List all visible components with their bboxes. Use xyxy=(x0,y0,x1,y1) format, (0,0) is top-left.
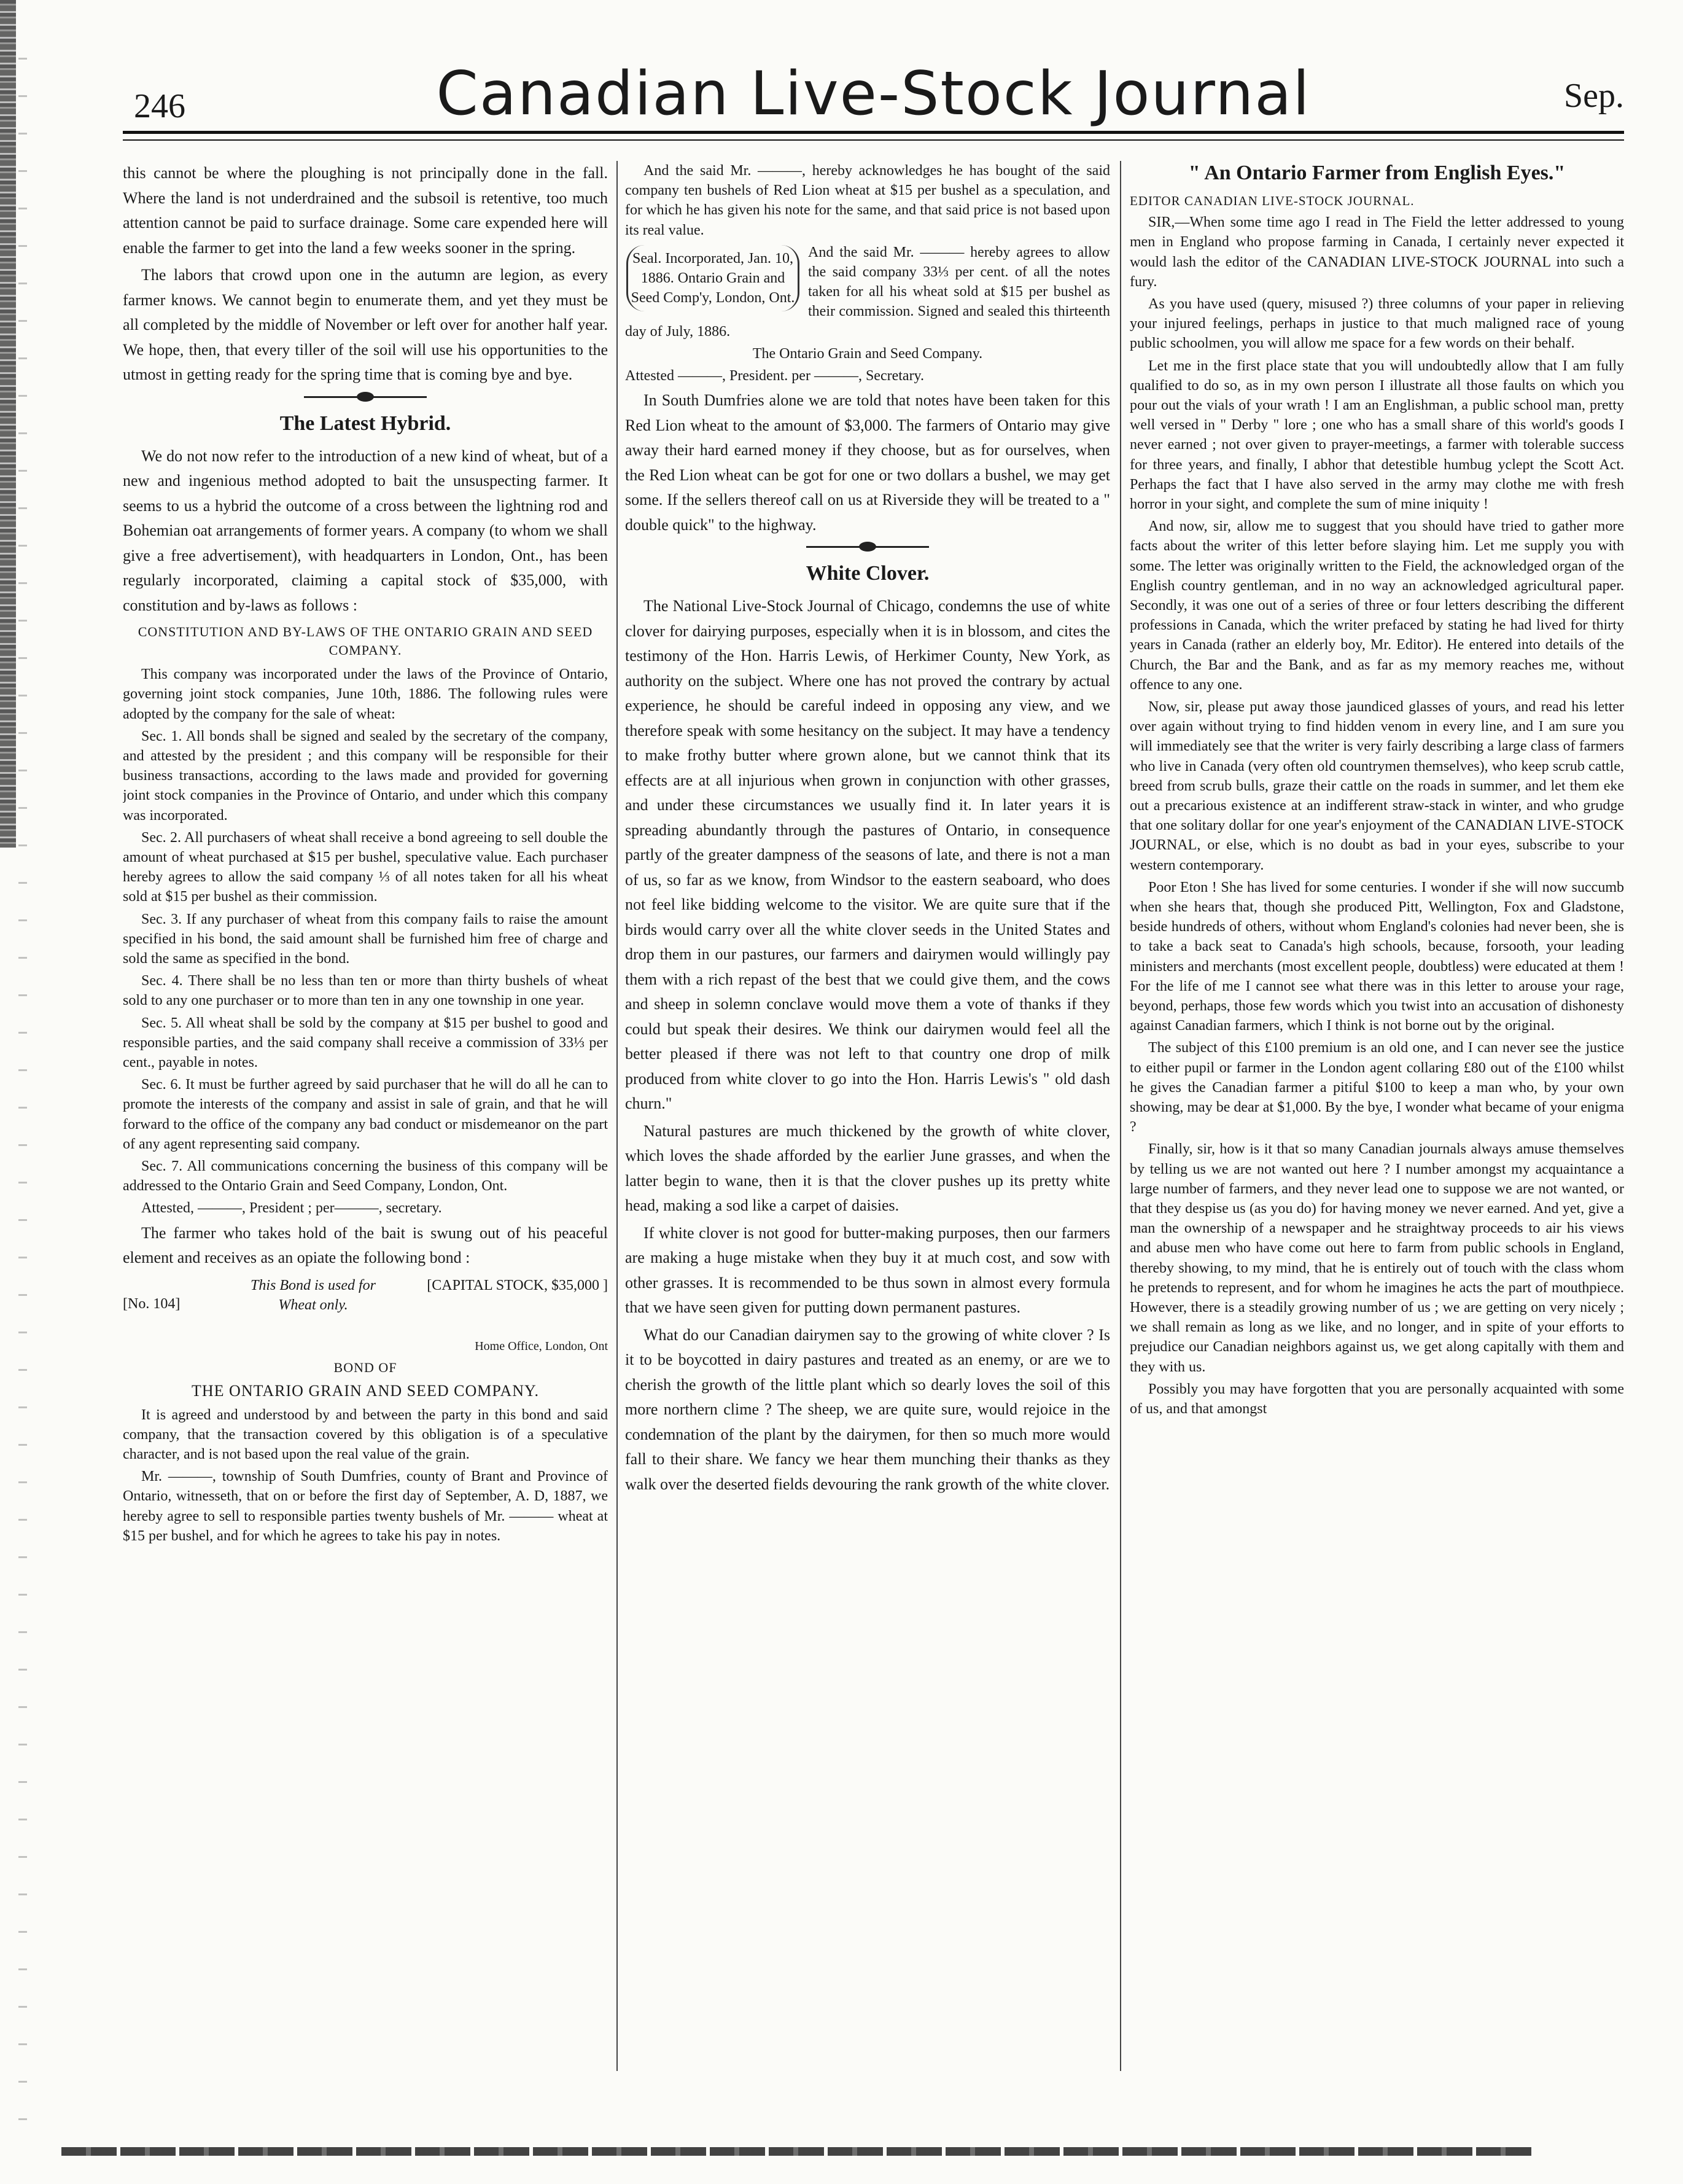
bond-usage-note: This Bond is used for Wheat only. xyxy=(250,1277,376,1313)
by-law-paragraph: This company was incorporated under the laws of the Province of Ontario, governing joint stock companies, June 10th, 1886. The following rules were adopted by the company for the sale of wheat: xyxy=(123,666,608,722)
article-title-ontario-farmer: " An Ontario Farmer from English Eyes." xyxy=(1188,162,1566,184)
by-law-paragraph: Sec. 6. It must be further agreed by said purchaser that he will do all he can to promote the interests of the company and assist in sale of grain, and that he will forward to the office of the company any bad conduct or misdemeanor on the part of any agent representing said company. xyxy=(123,1077,608,1152)
letter-paragraph: Let me in the first place state that you will undoubtedly allow that I am fully qualified to do so, as in my own person I illustrate all those faults on which you pour out the vials of your wrath ! I am an Englishman, a public school man, pretty well versed in " Derby " lore ; one who has a small share of this world's goods I never earned ; not over given to prayer-meetings, a farmer with tolerable success for three years, and finally, I abhor that detestible humbug yclept the Scott Act. Perhaps the fact that I have also served in the army may clothe me with fresh horror in your sight, and complete the sum of mine iniquity ! xyxy=(1130,357,1624,512)
bond-paragraph: And the said Mr. ——— hereby agrees to allow the said company 33⅓ per cent. of all the notes taken for all his wheat sold at $15 per bushel as their commission. Signed and sealed this thirteenth day of July, 1886. xyxy=(625,244,1110,340)
bond-home-office: Home Office, London, Ont xyxy=(475,1339,608,1353)
scan-binding-edge xyxy=(0,0,16,848)
by-law-paragraph: Sec. 3. If any purchaser of wheat from this company fails to raise the amount specified in his bond, the said amount shall be furnished him free of charge and sold the same as specified in the bond. xyxy=(123,911,608,967)
header-rule xyxy=(123,131,1624,141)
section-ornament xyxy=(806,546,929,548)
column-2 xyxy=(625,161,1110,2071)
bond-header xyxy=(123,1276,608,1337)
paragraph: If white clover is not good for butter-making purposes, then our farmers are making a huge mistake when they buy it at much cost, and sow with other grasses. It is recommended to be thus sown in almost every formula that we have seen given for putting down permanent pastures. xyxy=(625,1223,1110,1317)
attestation-line: Attested ———, President. per ———, Secretary. xyxy=(625,368,924,384)
paragraph: The National Live-Stock Journal of Chicago, condemns the use of white clover for dairying purposes, especially when it is in blossom, and cites the testimony of the Hon. Harris Lewis, of Herkimer County, New York, as authority on the subject. Where one has not proved the contrary by actual experience, he should be careful indeed in opposing any view, and we therefore speak with some hesitancy on the subject. It may have a tendency to make frothy butter where grown alone, but we cannot think that its effects are at all injurious when grown in conjunction with other grasses, and under these circumstances we usually find it. In later years it is spreading abundantly through the pastures of Ontario, in consequence partly of the greater dampness of the seasons of late, and there is not a man of us, so far as we know, from Windsor to the eastern seaboard, who does not feel like bidding welcome to the visitor. We are quite sure that if the birds would carry over all the white clover seeds in the United States and drop them in our pastures, our farmers and dairymen would willingly pay them with a rich repast of the best that we could give them, and the cows and sheep in solemn conclave would move them a vote of thanks if they could but speak their desires. We think our dairymen would feel all the better pleased if there was not left to that country one drop of milk produced from white clover to go into the Hon. Harris Lewis's " old dash churn." xyxy=(625,597,1110,1113)
letter-addressee: EDITOR CANADIAN LIVE-STOCK JOURNAL. xyxy=(1130,193,1415,209)
article-columns xyxy=(123,161,1624,2071)
section-ornament xyxy=(304,396,427,398)
letter-paragraph: SIR,—When some time ago I read in The Field the letter addressed to young men in England who propose farming in Canada, I certainly never expected it would lash the editor of the CANADIAN LIVE-STOCK JOURNAL into such a fury. xyxy=(1130,214,1624,290)
scan-margin-dots xyxy=(18,37,27,2125)
by-law-paragraph: Sec. 1. All bonds shall be signed and sealed by the secretary of the company, and attested by the president ; and this company will be responsible for their business transactions, according to the laws made and provided for governing joint stock companies in the Province of Ontario, and under which this company was incorporated. xyxy=(123,728,608,824)
article-title-latest-hybrid: The Latest Hybrid. xyxy=(279,411,451,435)
letter-paragraph: Now, sir, please put away those jaundiced glasses of yours, and read his letter over again without trying to find hidden venom in every line, and I am sure you will immediately see that the writer is very fairly describing a large class of farmers who live in Canada (very often old countrymen themselves), who keep scrub cattle, breed from scrub bulls, graze their cattle on the roads in summer, and let them eke out a precarious existence at an indifferent straw-stack in winter, and who grudge that one solitary dollar for one year's enjoyment of the CANADIAN LIVE-STOCK JOURNAL, or else, which is no doubt as bad in your eyes, subscribe to your western contemporary. xyxy=(1130,698,1624,873)
bond-number: [No. 104] xyxy=(123,1295,181,1312)
bond-paragraph: It is agreed and understood by and between the party in this bond and said company, that the transaction covered by this obligation is of a speculative character, and is not based upon the real value of the grain. xyxy=(123,1406,608,1462)
company-seal: Seal. Incorporated, Jan. 10, 1886. Ontario Grain and Seed Comp'y, London, Ont. xyxy=(626,245,799,311)
page-header xyxy=(123,59,1624,136)
constitution-heading: CONSTITUTION AND BY-LAWS OF THE ONTARIO GRAIN AND SEED COMPANY. xyxy=(138,624,593,658)
paragraph: The farmer who takes hold of the bait is swung out of his peaceful element and receives as an opiate the following bond : xyxy=(123,1223,608,1267)
paragraph: The labors that crowd upon one in the autumn are legion, as every farmer knows. We cannot begin to enumerate them, and yet they must be all completed by the middle of November or left over for another half year. We hope, then, that every tiller of the soil will use his opportunities to the utmost in getting ready for the spring time that is coming bye and bye. xyxy=(123,266,608,383)
by-law-paragraph: Sec. 5. All wheat shall be sold by the company at $15 per bushel to good and responsible parties, and the said company shall receive a commission of 33⅓ per cent., payable in notes. xyxy=(123,1015,608,1071)
column-1 xyxy=(123,161,608,2071)
issue-month: Sep. xyxy=(1564,77,1624,115)
paragraph: What do our Canadian dairymen say to the growing of white clover ? Is it to be boycotted in dairy pastures and treated as an enemy, or are we to cherish the growth of the little plant which so dearly loves the soil of this more northern clime ? The sheep, we are quite sure, would rejoice in the condemnation of the plant by the dairymen, for then so much more would fall to their share. We fancy we hear them munching their thanks as they walk over the deserted fields devouring the rank growth of the white clover. xyxy=(625,1325,1110,1493)
page-number: 246 xyxy=(134,87,185,125)
by-law-paragraph: Sec. 7. All communications concerning the business of this company will be addressed to the Ontario Grain and Seed Company, London, Ont. xyxy=(123,1158,608,1195)
letter-paragraph: As you have used (query, misused ?) three columns of your paper in relieving your injured feelings, perhaps in justice to that much maligned race of young public schoolmen, you will allow me space for a few words on their behalf. xyxy=(1130,295,1624,352)
paragraph: We do not now refer to the introduction of a new kind of wheat, but of a new and ingenious method adopted to bait the unsuspecting farmer. It seems to us a hybrid the outcome of a cross between the lightning rod and Bohemian oat arrangements of former years. A company (to whom we shall give a free advertisement), with headquarters in London, Ont., has been regularly incorporated, claiming a capital stock of $35,000, with constitution and by-laws as follows : xyxy=(123,447,608,614)
seal-block xyxy=(625,243,1110,344)
letter-paragraph: Poor Eton ! She has lived for some centuries. I wonder if she will now succumb when she hears that, though she produced Pitt, Wellington, Fox and Gladstone, beside hundreds of others, without whom England's colonies had never been, she is to take a back seat to Canada's high schools, because, forsooth, your leading ministers and merchants (most excellent people, doubtless) were educated at them ! For the life of me I cannot see what there was in this letter to arouse your rage, beyond, perhaps, those few words which you twist into an accusation of dishonesty against Canadian farmers, which I think is not borne out by the original. xyxy=(1130,879,1624,1034)
bond-company-name: THE ONTARIO GRAIN AND SEED COMPANY. xyxy=(192,1381,539,1400)
journal-title: Canadian Live-Stock Journal xyxy=(436,59,1311,129)
bond-paragraph: Mr. ———, township of South Dumfries, county of Brant and Province of Ontario, witnesseth, that on or before the first day of September, A. D, 1887, we hereby agree to sell to responsible parties twenty bushels of Mr. ——— wheat at $15 per bushel, and for which he agrees to take his pay in notes. xyxy=(123,1468,608,1544)
by-law-paragraph: Attested, ———, President ; per———, secretary. xyxy=(141,1200,442,1217)
by-law-paragraph: Sec. 4. There shall be no less than ten or more than thirty bushels of wheat sold to any one purchaser or to more than ten in any one township in one year. xyxy=(123,973,608,1009)
letter-paragraph: And now, sir, allow me to suggest that you should have tried to gather more facts about the writer of this letter before slaying him. Let me supply you with some. The letter was originally written to the Field, the acknowledged organ of the English country gentleman, and in no way an acknowledged agricultural paper. Secondly, it was one out of a series of three or four letters describing the different professions in Canada, which the writer prefaced by stating he had lived for thirty years in Canada (rather an elderly boy, Mr. Editor). He entered into details of the Church, the Bar and the Bank, and as far as my memory reaches me, without offence to any one. xyxy=(1130,518,1624,693)
column-3 xyxy=(1130,161,1624,2071)
bond-of-label: BOND OF xyxy=(333,1359,397,1375)
bond-capital-stock: [CAPITAL STOCK, $35,000 ] xyxy=(427,1277,608,1293)
letter-paragraph: The subject of this £100 premium is an old one, and I can never see the justice to either pupil or farmer in the London agent collaring £80 out of the £100 whilst he gives the Canadian farmer a pitiful $100 to keep a man who, by your own showing, may be dear at $1,000. By the bye, I wonder what became of your enigma ? xyxy=(1130,1040,1624,1136)
paragraph: Natural pastures are much thickened by the growth of white clover, which loves the shade afforded by the earlier June grasses, and when the latter begin to wane, then it is that the clover pushes up its pretty white head, making a sod like a carpet of daisies. xyxy=(625,1121,1110,1215)
letter-paragraph: Finally, sir, how is it that so many Canadian journals always amuse themselves by telling us we are not wanted out here ? I number amongst my acquaintance a large number of farmers, and they never lead one to suppose we are not wanted, or that they despise us (as you do) for having money we never earned. And yet, give a man the ownership of a newspaper and he straightway proceeds to air his views and abuse men who have come out here to farm from public schools in England, thereby showing, to my mind, that he is entirely out of touch with the class whom he pretends to represent, and for whom he imagines he acts the part of mouthpiece. However, there is a steadily growing number of us ; we are getting on very nicely ; we shall remain as long as we like, and no longer, and in spite of your efforts to prejudice our Canadian neighbors against us, we get along capitally with them and they with us. xyxy=(1130,1141,1624,1375)
paragraph: In South Dumfries alone we are told that notes have been taken for this Red Lion wheat to the amount of $3,000. The farmers of Ontario may give away their hard earned money if they choose, but as for ourselves, when the Red Lion wheat can be got for one or two dollars a bushel, we may get some. If the sellers thereof call on us at Riverside they will be treated to a " double quick" to the highway. xyxy=(625,391,1110,534)
company-signature: The Ontario Grain and Seed Company. xyxy=(752,345,983,362)
scan-bottom-edge xyxy=(61,2147,1535,2156)
article-title-white-clover: White Clover. xyxy=(806,562,930,585)
bond-paragraph: And the said Mr. ———, hereby acknowledges he has bought of the said company ten bushels of Red Lion wheat at $15 per bushel as a speculation, and for which he has given his note for the same, and that said price is not based upon its real value. xyxy=(625,163,1110,238)
by-law-paragraph: Sec. 2. All purchasers of wheat shall receive a bond agreeing to sell double the amount of wheat purchased at $15 per bushel, speculative value. Each purchaser hereby agrees to allow the said company ⅓ of all notes taken for all his wheat sold at $15 per bushel as their commission. xyxy=(123,829,608,905)
letter-paragraph: Possibly you may have forgotten that you are personally acquainted with some of us, and that amongst xyxy=(1130,1381,1624,1418)
paragraph: this cannot be where the ploughing is not principally done in the fall. Where the land is not underdrained and the subsoil is retentive, too much attention cannot be paid to surface drainage. Some care expended here will enable the farmer to get into the land a few weeks sooner in the spring. xyxy=(123,164,608,257)
